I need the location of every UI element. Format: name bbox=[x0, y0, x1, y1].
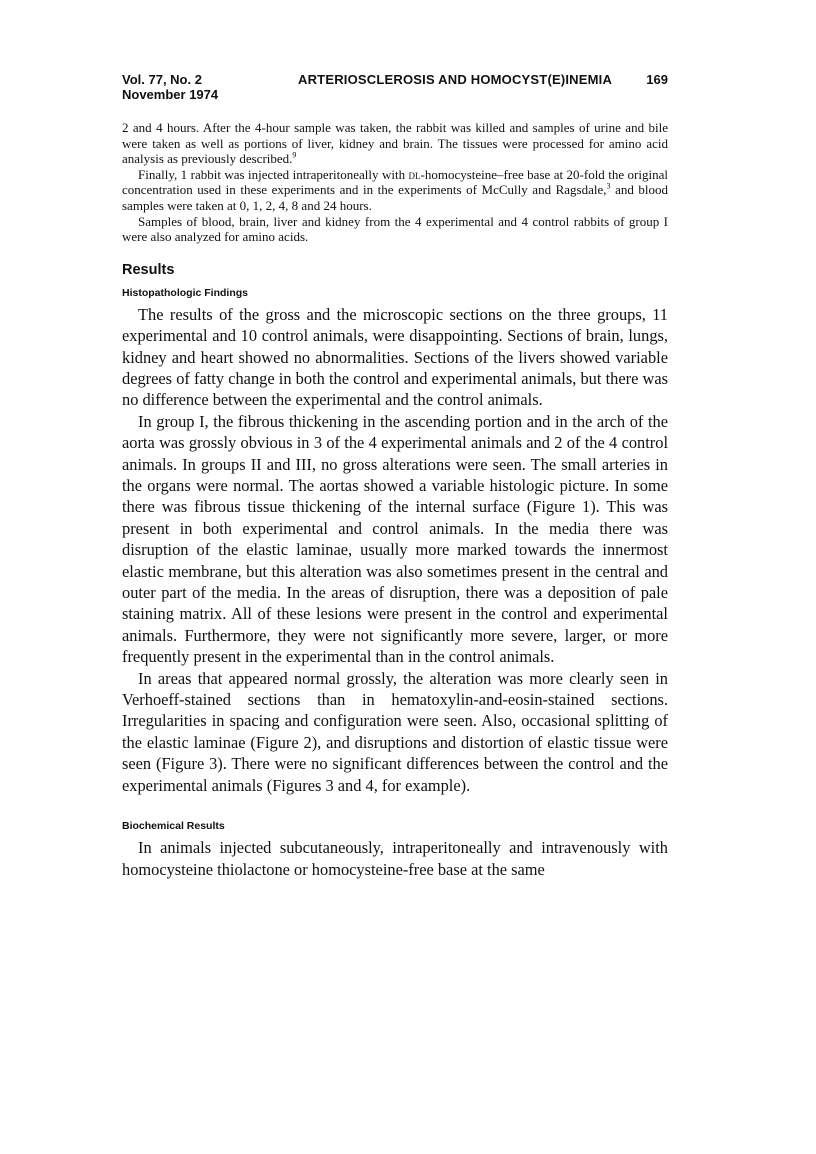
volume-label: Vol. 77, No. 2 bbox=[122, 72, 202, 87]
page-number: 169 bbox=[646, 72, 668, 87]
biochemical-section bbox=[122, 837, 668, 880]
body-paragraph: In group I, the fibrous thickening in the ascending portion and in the arch of the aorta was grossly obvious in 3 of the 4 experimental animals and 2 of the 4 control animals. In groups II and III, no gross alterations were seen. The small arteries in the organs were normal. The aortas showed a variable histologic picture. In some there was fibrous tissue thickening of the internal surface (Figure 1). This was present in both experimental and control animals. In the media there was disruption of the elastic laminae, usually more marked towards the innermost elastic membrane, but this alteration was also sometimes present in the central and outer part of the media. In the areas of disruption, there was a deposition of pale staining matrix. All of these lesions were present in the control and experimental animals. Furthermore, they were not significantly more severe, larger, or more frequently present in the experimental than in the control animals. bbox=[122, 411, 668, 667]
journal-page bbox=[122, 72, 668, 880]
issue-date: November 1974 bbox=[122, 87, 219, 102]
subheading-biochemical: Biochemical Results bbox=[122, 820, 225, 833]
running-title: ARTERIOSCLEROSIS AND HOMOCYST(E)INEMIA bbox=[298, 72, 613, 87]
histopathologic-section bbox=[122, 304, 668, 796]
methods-continuation bbox=[122, 120, 668, 245]
methods-paragraph-1: 2 and 4 hours. After the 4-hour sample was taken, the rabbit was killed and samples of urine and bile were taken as well as portions of liver, kidney and brain. The tissues were processed for amino acid analysis as previously described.$^9$ bbox=[122, 120, 668, 167]
body-paragraph: In areas that appeared normal grossly, the alteration was more clearly seen in Verhoeff-stained sections than in hematoxylin-and-eosin-stained sections. Irregularities in spacing and configuration were seen. Also, occasional splitting of the elastic laminae (Figure 2), and disruptions and distortion of elastic tissue were seen (Figure 3). There were no significant differences between the control and the experimental animals (Figures 3 and 4, for example). bbox=[122, 668, 668, 795]
reference-marker: 3 bbox=[606, 182, 611, 192]
running-header bbox=[122, 72, 668, 106]
body-paragraph: In animals injected subcutaneously, intraperitoneally and intravenously with homocysteine thiolactone or homocysteine-free base at the same bbox=[122, 838, 668, 879]
body-paragraph: The results of the gross and the microscopic sections on the three groups, 11 experimental and 10 control animals, were disappointing. Sections of brain, lungs, kidney and heart showed no abnormalities. Sections of the livers showed variable degrees of fatty change in both the control and experimental animals, but there was no difference between the experimental and the control animals. bbox=[122, 304, 668, 410]
methods-paragraph-3: Samples of blood, brain, liver and kidney from the 4 experimental and 4 control rabbits of group I were also analyzed for amino acids. bbox=[122, 213, 668, 245]
subheading-histopathologic: Histopathologic Findings bbox=[122, 286, 248, 299]
section-heading-results: Results bbox=[122, 261, 175, 278]
dl-prefix: dl bbox=[408, 166, 421, 182]
reference-marker: 9 bbox=[292, 150, 297, 160]
methods-paragraph-2: Finally, 1 rabbit was injected intraperitoneally with dl-homocysteine–free base at 20-fold the original concentration used in these experiments and in the experiments of McCully and Ragsdale,$^3$ and blood samples were taken at 0, 1, 2, 4, 8 and 24 hours. bbox=[122, 166, 668, 213]
